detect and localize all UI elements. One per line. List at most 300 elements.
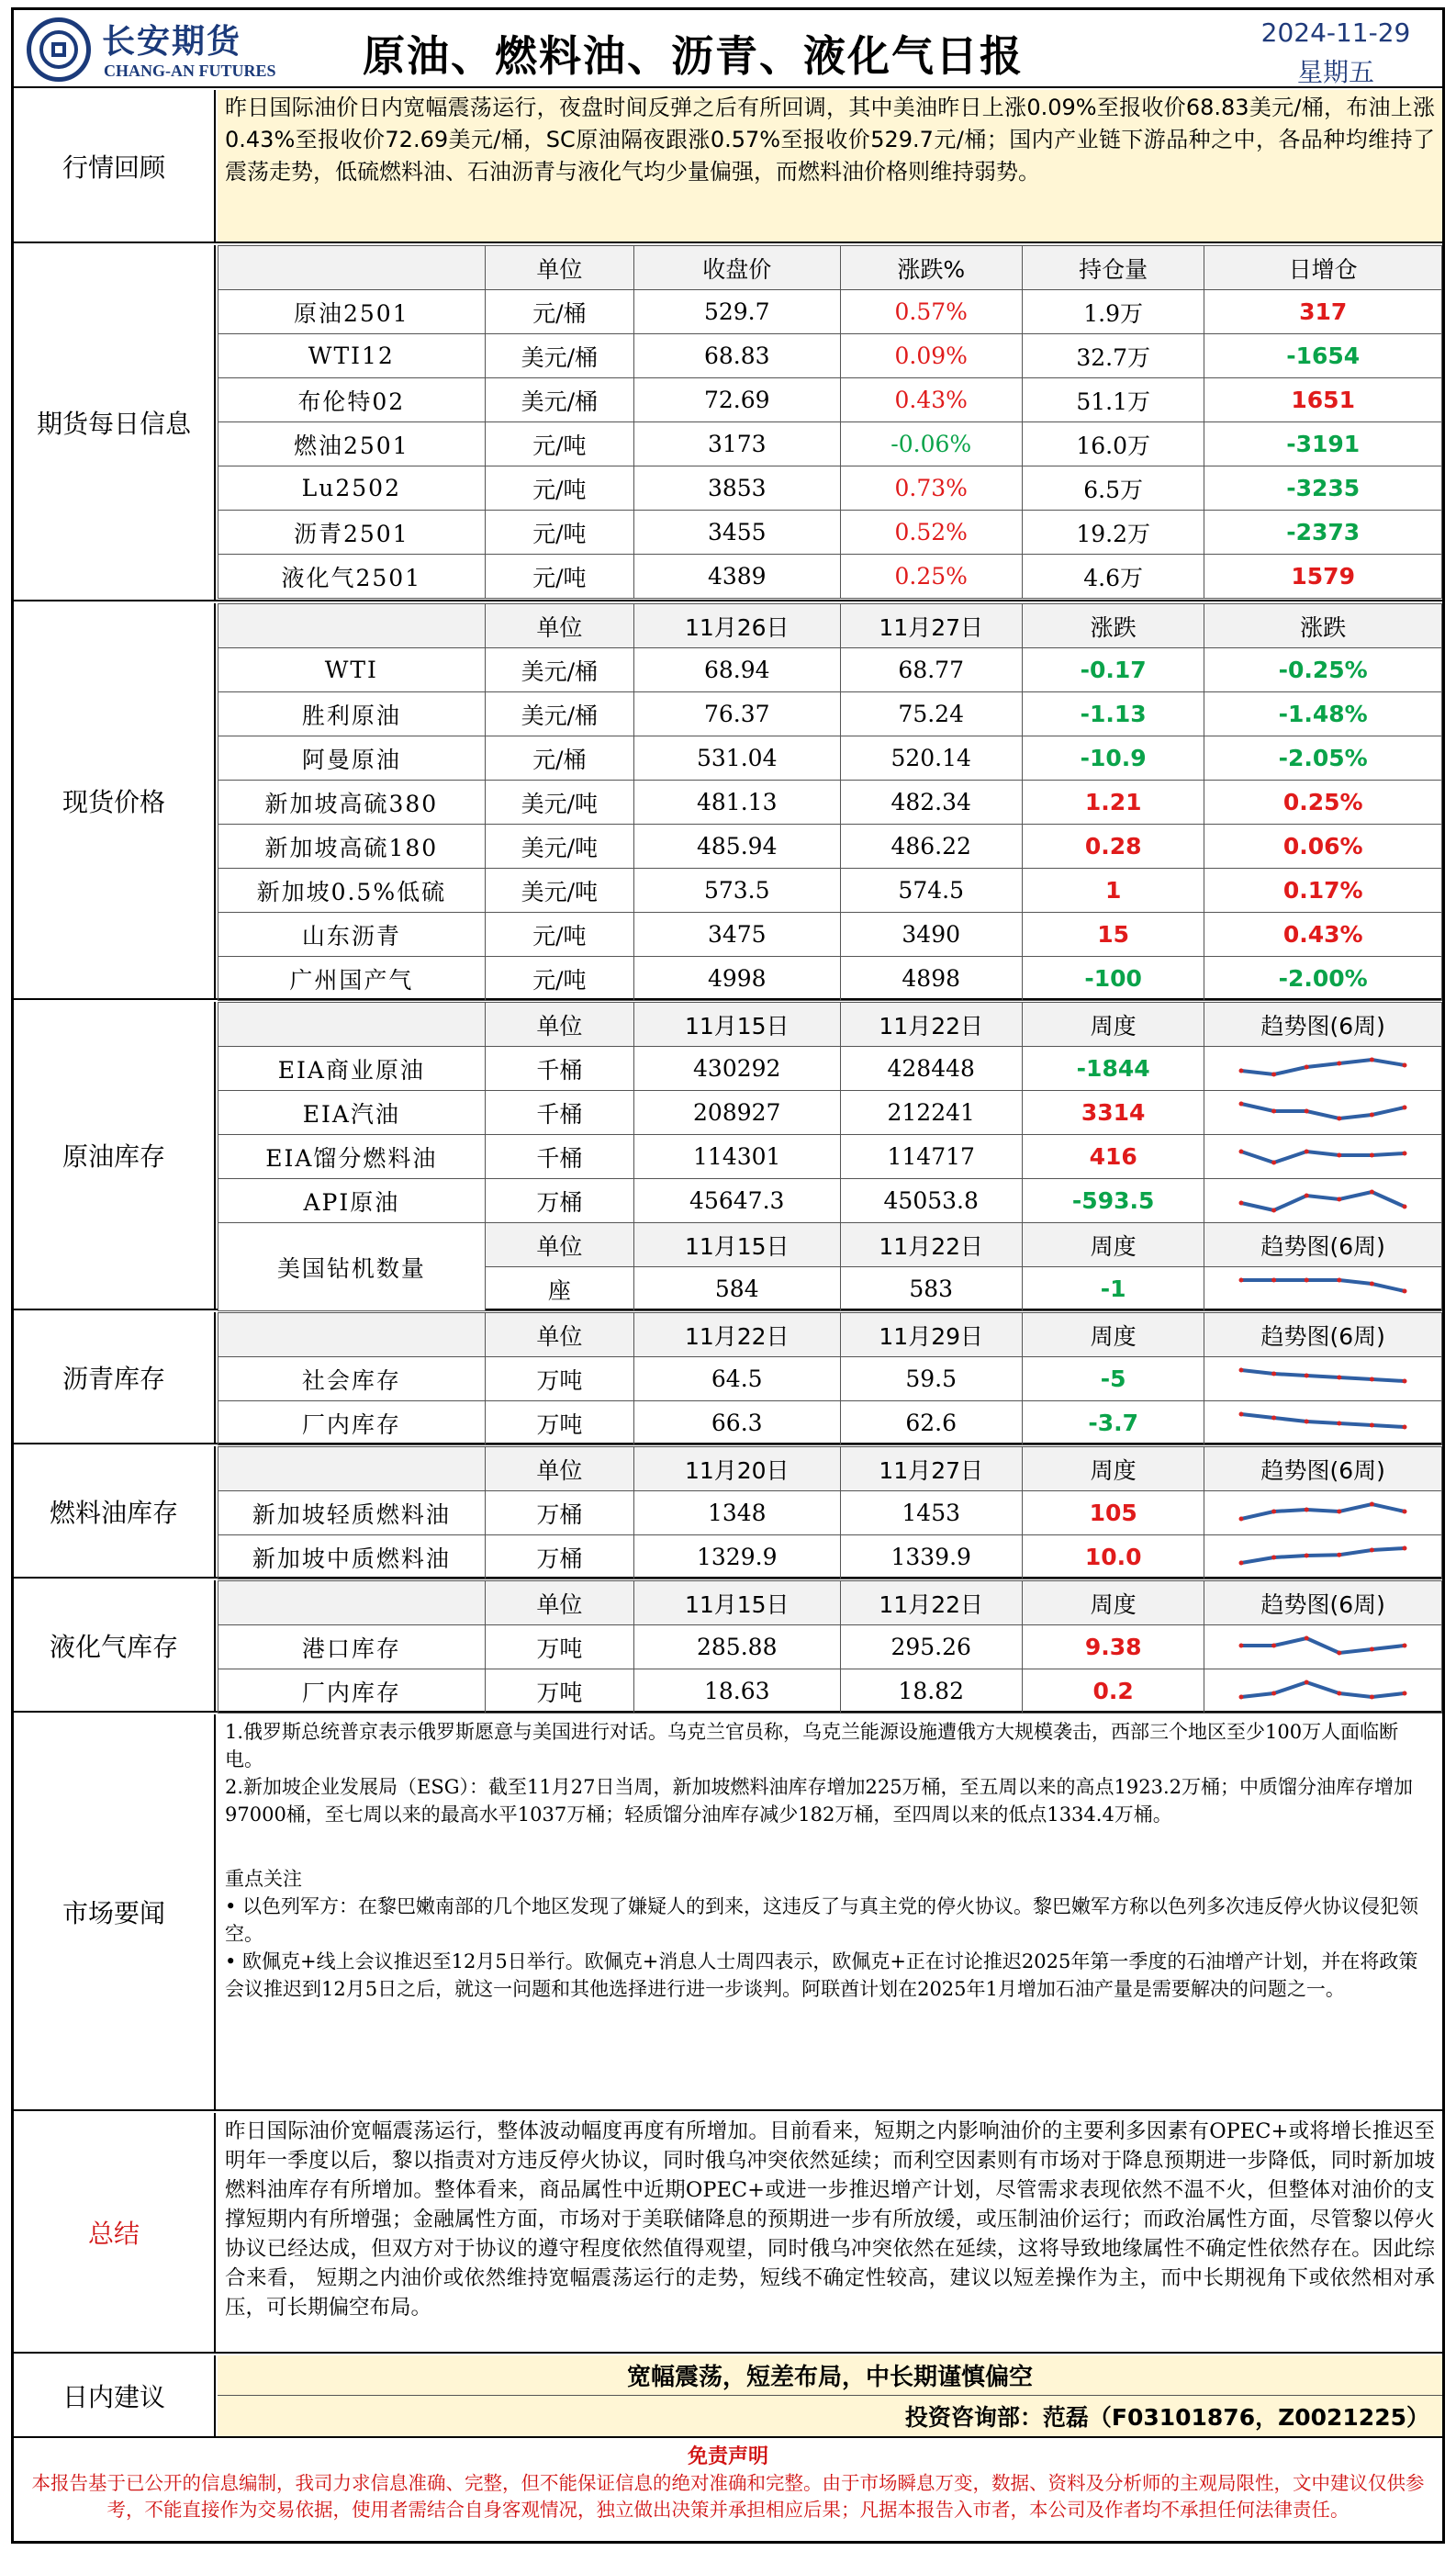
- unit: 万吨: [485, 1357, 633, 1401]
- price-day-1: 485.94: [634, 825, 841, 869]
- crude-inventory-label: 原油库存: [14, 1002, 216, 1309]
- trend-point: [1271, 1509, 1276, 1513]
- inventory-name: 社会库存: [218, 1357, 486, 1401]
- table-row: [218, 825, 1442, 869]
- column-header: 周度: [1022, 1313, 1204, 1357]
- daily-oi-change: 317: [1204, 290, 1442, 334]
- unit: 万吨: [485, 1401, 633, 1445]
- price-day-2: 520.14: [840, 736, 1022, 781]
- weekly-change: 0.2: [1022, 1669, 1204, 1714]
- change-percent: 0.52%: [840, 511, 1022, 555]
- trend-line: [1241, 1192, 1405, 1210]
- advice-label: 日内建议: [14, 2355, 216, 2436]
- market-news-section: [14, 1714, 1442, 2111]
- price-change: 15: [1022, 913, 1204, 957]
- column-header: 11月22日: [840, 1003, 1022, 1047]
- asphalt-inventory-label: 沥青库存: [14, 1312, 216, 1443]
- trend-point: [1305, 1277, 1309, 1282]
- inventory-name: EIA汽油: [218, 1091, 486, 1135]
- value-period-1: 584: [634, 1267, 841, 1311]
- unit: 元/吨: [485, 511, 633, 555]
- trend-point: [1337, 1116, 1341, 1120]
- rig-count-name: 美国钻机数量: [218, 1223, 486, 1311]
- trend-point: [1271, 1277, 1276, 1282]
- unit: 美元/桶: [485, 334, 633, 378]
- trend-sparkline: [1236, 1361, 1410, 1398]
- trend-point: [1305, 1419, 1309, 1423]
- daily-oi-change: -2373: [1204, 511, 1442, 555]
- trend-chart-cell: [1204, 1535, 1442, 1579]
- table-row: [218, 1047, 1442, 1091]
- price-change-percent: 0.06%: [1204, 825, 1442, 869]
- open-interest: 32.7万: [1022, 334, 1204, 378]
- trend-point: [1305, 1108, 1309, 1113]
- inventory-name: 厂内库存: [218, 1401, 486, 1445]
- trend-point: [1403, 1691, 1407, 1695]
- price-change-percent: -2.05%: [1204, 736, 1442, 781]
- trend-point: [1403, 1424, 1407, 1429]
- table-row: [218, 378, 1442, 422]
- trend-line: [1241, 1060, 1405, 1074]
- column-header: [218, 1003, 486, 1047]
- trend-point: [1337, 1061, 1341, 1065]
- trend-point: [1337, 1375, 1341, 1379]
- inventory-name: 新加坡轻质燃料油: [218, 1491, 486, 1535]
- table-row: [218, 466, 1442, 511]
- price-day-2: 574.5: [840, 869, 1022, 913]
- unit: 万吨: [485, 1625, 633, 1669]
- price-change: 0.28: [1022, 825, 1204, 869]
- lpg-inventory-table: [218, 1580, 1442, 1714]
- price-day-2: 68.77: [840, 648, 1022, 692]
- column-header: 持仓量: [1022, 246, 1204, 290]
- trend-point: [1239, 1643, 1244, 1647]
- weekly-change: -1844: [1022, 1047, 1204, 1091]
- table-row: [218, 1491, 1442, 1535]
- value-period-1: 208927: [634, 1091, 841, 1135]
- table-header-row: [218, 1447, 1442, 1491]
- trend-point: [1370, 1646, 1374, 1651]
- inventory-name: 新加坡中质燃料油: [218, 1535, 486, 1579]
- contract-name: WTI12: [218, 334, 486, 378]
- trend-line: [1241, 1280, 1405, 1291]
- trend-point: [1337, 1552, 1341, 1556]
- column-header: 趋势图(6周): [1204, 1003, 1442, 1047]
- column-header: 11月22日: [840, 1223, 1022, 1267]
- weekly-change: -593.5: [1022, 1179, 1204, 1223]
- unit: 美元/吨: [485, 869, 633, 913]
- contract-name: 沥青2501: [218, 511, 486, 555]
- close-price: 529.7: [634, 290, 841, 334]
- trend-chart-cell: [1204, 1669, 1442, 1714]
- trend-point: [1271, 1208, 1276, 1212]
- unit: 千桶: [485, 1135, 633, 1179]
- close-price: 3455: [634, 511, 841, 555]
- trend-point: [1370, 1112, 1374, 1117]
- trend-chart-cell: [1204, 1047, 1442, 1091]
- price-day-1: 531.04: [634, 736, 841, 781]
- column-header: 周度: [1022, 1581, 1204, 1625]
- futures-label: 期货每日信息: [14, 245, 216, 600]
- trend-point: [1305, 1193, 1309, 1197]
- column-header: 趋势图(6周): [1204, 1223, 1442, 1267]
- trend-point: [1403, 1062, 1407, 1067]
- fuel-inventory-label: 燃料油库存: [14, 1446, 216, 1577]
- price-day-1: 68.94: [634, 648, 841, 692]
- column-header: 11月22日: [840, 1581, 1022, 1625]
- column-header: 单位: [485, 246, 633, 290]
- spot-name: 新加坡高硫180: [218, 825, 486, 869]
- trend-point: [1239, 1200, 1244, 1205]
- table-row: [218, 1625, 1442, 1669]
- trend-point: [1271, 1643, 1276, 1647]
- unit: 元/吨: [485, 466, 633, 511]
- column-header: 单位: [485, 604, 633, 648]
- trend-point: [1403, 1509, 1407, 1513]
- open-interest: 4.6万: [1022, 555, 1204, 599]
- trend-sparkline: [1236, 1271, 1410, 1308]
- trend-point: [1337, 1277, 1341, 1282]
- daily-oi-change: 1579: [1204, 555, 1442, 599]
- disclaimer: [14, 2440, 1442, 2551]
- column-header: 11月15日: [634, 1003, 841, 1047]
- trend-point: [1403, 1204, 1407, 1208]
- value-period-2: 114717: [840, 1135, 1022, 1179]
- column-header: 周度: [1022, 1223, 1204, 1267]
- trend-chart-cell: [1204, 1625, 1442, 1669]
- inventory-name: 厂内库存: [218, 1669, 486, 1714]
- table-row: [218, 511, 1442, 555]
- column-header: 11月22日: [634, 1313, 841, 1357]
- value-period-1: 18.63: [634, 1669, 841, 1714]
- lpg-inventory-label: 液化气库存: [14, 1580, 216, 1711]
- open-interest: 16.0万: [1022, 422, 1204, 466]
- trend-point: [1271, 1072, 1276, 1076]
- trend-point: [1403, 1288, 1407, 1293]
- unit: 美元/桶: [485, 692, 633, 736]
- column-header: 收盘价: [634, 246, 841, 290]
- trend-point: [1239, 1516, 1244, 1521]
- value-period-2: 428448: [840, 1047, 1022, 1091]
- unit: 千桶: [485, 1047, 633, 1091]
- table-row: [218, 781, 1442, 825]
- value-period-1: 1348: [634, 1491, 841, 1535]
- trend-point: [1239, 1068, 1244, 1073]
- trend-point: [1403, 1151, 1407, 1155]
- column-header: 涨跌%: [840, 246, 1022, 290]
- table-header-row: [218, 1223, 1442, 1267]
- contract-name: 燃油2501: [218, 422, 486, 466]
- change-percent: 0.09%: [840, 334, 1022, 378]
- unit: 万桶: [485, 1491, 633, 1535]
- table-row: [218, 290, 1442, 334]
- logo-text-cn: 长安期货: [102, 23, 242, 61]
- asphalt-inventory-table: [218, 1312, 1442, 1445]
- unit: 美元/桶: [485, 648, 633, 692]
- trend-point: [1239, 1560, 1244, 1565]
- table-row: [218, 648, 1442, 692]
- column-header: 单位: [485, 1581, 633, 1625]
- report-header: [14, 10, 1442, 88]
- unit: 美元/桶: [485, 378, 633, 422]
- futures-section: [14, 245, 1442, 601]
- open-interest: 6.5万: [1022, 466, 1204, 511]
- table-row: [218, 334, 1442, 378]
- value-period-2: 45053.8: [840, 1179, 1022, 1223]
- market-review-text: 昨日国际油价日内宽幅震荡运行，夜盘时间反弹之后有所回调，其中美油昨日上涨0.09%至报收价68.83美元/桶，布油上涨0.43%至报收价72.69美元/桶，SC原油隔夜跟涨0.57%至报收价529.7元/桶；国内产业链下游品种之中，各品种均维持了震荡走势，低硫燃料油、石油沥青与液化气均少量偏强，而燃料油价格则维持弱势。: [225, 95, 1435, 185]
- trend-sparkline: [1236, 1051, 1410, 1087]
- price-day-2: 3490: [840, 913, 1022, 957]
- disclaimer-title: 免责声明: [687, 2444, 768, 2468]
- open-interest: 51.1万: [1022, 378, 1204, 422]
- trend-chart-cell: [1204, 1401, 1442, 1445]
- spot-name: 广州国产气: [218, 957, 486, 1001]
- price-change: 1.21: [1022, 781, 1204, 825]
- trend-chart-cell: [1204, 1267, 1442, 1311]
- trend-point: [1337, 1197, 1341, 1201]
- unit: 万桶: [485, 1535, 633, 1579]
- value-period-2: 295.26: [840, 1625, 1022, 1669]
- trend-point: [1271, 1108, 1276, 1113]
- column-header: 涨跌: [1204, 604, 1442, 648]
- table-header-row: [218, 1313, 1442, 1357]
- trend-point: [1370, 1377, 1374, 1381]
- column-header: 11月15日: [634, 1223, 841, 1267]
- market-news-label: 市场要闻: [14, 1714, 216, 2109]
- weekly-change: 10.0: [1022, 1535, 1204, 1579]
- trend-chart-cell: [1204, 1357, 1442, 1401]
- value-period-2: 18.82: [840, 1669, 1022, 1714]
- trend-point: [1271, 1371, 1276, 1376]
- value-period-2: 1339.9: [840, 1535, 1022, 1579]
- unit: 万桶: [485, 1179, 633, 1223]
- column-header: 11月27日: [840, 604, 1022, 648]
- trend-sparkline: [1236, 1629, 1410, 1666]
- futures-table: [218, 245, 1442, 599]
- trend-point: [1370, 1152, 1374, 1157]
- trend-point: [1239, 1411, 1244, 1416]
- trend-point: [1305, 1373, 1309, 1377]
- trend-point: [1403, 1545, 1407, 1550]
- close-price: 4389: [634, 555, 841, 599]
- table-row: [218, 1401, 1442, 1445]
- table-row: [218, 692, 1442, 736]
- trend-line: [1241, 1104, 1405, 1118]
- report-date: 2024-11-29: [1260, 17, 1411, 48]
- column-header: 单位: [485, 1003, 633, 1047]
- report-title: 原油、燃料油、沥青、液化气日报: [363, 31, 1024, 81]
- contract-name: 原油2501: [218, 290, 486, 334]
- table-header-row: [218, 1003, 1442, 1047]
- weekly-change: 9.38: [1022, 1625, 1204, 1669]
- table-row: [218, 1179, 1442, 1223]
- trend-point: [1370, 1422, 1374, 1427]
- advice-section: [14, 2355, 1442, 2438]
- open-interest: 1.9万: [1022, 290, 1204, 334]
- trend-line: [1241, 1682, 1405, 1697]
- trend-point: [1305, 1149, 1309, 1153]
- price-change: 1: [1022, 869, 1204, 913]
- trend-point: [1370, 1694, 1374, 1699]
- unit: 元/吨: [485, 422, 633, 466]
- summary-text: 昨日国际油价宽幅震荡运行，整体波动幅度再度有所增加。目前看来，短期之内影响油价的主要利多因素有OPEC+或将增长推迟至明年一季度以后，黎以指责对方违反停火协议，同时俄乌冲突依然延续；而利空因素则有市场对于降息预期进一步降低，同时新加坡燃料油库存有所增加。整体看来，商品属性中近期OPEC+或进一步推迟增产计划，尽管需求表现依然不温不火，但整体对油价的支撑短期内有所增强；金融属性方面，市场对于美联储降息的预期进一步有所放缓，或压制油价运行；而政治属性方面，尽管黎以停火协议已经达成，但双方对于协议的遵守程度依然值得观望，同时俄乌冲突依然在延续，这将导致地缘属性不确定性依然存在。因此综合来看， 短期之内油价或依然维持宽幅震荡运行的走势，短线不确定性较高，建议以短差操作为主，而中长期视角下或依然相对承压，可长期偏空布局。: [225, 2119, 1435, 2320]
- unit: 美元/吨: [485, 781, 633, 825]
- table-row: [218, 869, 1442, 913]
- column-header: 趋势图(6周): [1204, 1581, 1442, 1625]
- spot-name: WTI: [218, 648, 486, 692]
- trend-sparkline: [1236, 1183, 1410, 1219]
- unit: 美元/吨: [485, 825, 633, 869]
- contract-name: 布伦特02: [218, 378, 486, 422]
- table-row: [218, 957, 1442, 1001]
- price-day-2: 482.34: [840, 781, 1022, 825]
- advice-text: 宽幅震荡，短差布局，中长期谨慎偏空: [218, 2355, 1442, 2396]
- column-header: 11月26日: [634, 604, 841, 648]
- trend-point: [1305, 1507, 1309, 1511]
- table-row: [218, 913, 1442, 957]
- column-header: 趋势图(6周): [1204, 1313, 1442, 1357]
- value-period-2: 583: [840, 1267, 1022, 1311]
- price-change-percent: -2.00%: [1204, 957, 1442, 1001]
- contract-name: 液化气2501: [218, 555, 486, 599]
- trend-point: [1271, 1691, 1276, 1695]
- weekly-change: -3.7: [1022, 1401, 1204, 1445]
- table-row: [218, 555, 1442, 599]
- column-header: 涨跌: [1022, 604, 1204, 648]
- table-row: [218, 1357, 1442, 1401]
- market-review-section: [14, 90, 1442, 243]
- value-period-1: 64.5: [634, 1357, 841, 1401]
- column-header: [218, 246, 486, 290]
- trend-line: [1241, 1414, 1405, 1427]
- price-change-percent: -0.25%: [1204, 648, 1442, 692]
- weekly-change: 105: [1022, 1491, 1204, 1535]
- price-change-percent: 0.17%: [1204, 869, 1442, 913]
- lpg-inventory-section: [14, 1580, 1442, 1713]
- table-row: [218, 1669, 1442, 1714]
- table-header-row: [218, 246, 1442, 290]
- trend-point: [1337, 1152, 1341, 1157]
- unit: 座: [485, 1267, 633, 1311]
- price-change: -10.9: [1022, 736, 1204, 781]
- daily-oi-change: 1651: [1204, 378, 1442, 422]
- change-percent: 0.57%: [840, 290, 1022, 334]
- column-header: [218, 604, 486, 648]
- daily-oi-change: -3235: [1204, 466, 1442, 511]
- price-change: -100: [1022, 957, 1204, 1001]
- market-review-label: 行情回顾: [14, 90, 216, 242]
- change-percent: 0.25%: [840, 555, 1022, 599]
- logo-text-en: CHANG-AN FUTURES: [104, 62, 276, 80]
- summary-label: 总结: [14, 2113, 216, 2352]
- trend-point: [1305, 1064, 1309, 1069]
- trend-point: [1305, 1553, 1309, 1557]
- spot-name: 新加坡0.5%低硫: [218, 869, 486, 913]
- value-period-2: 1453: [840, 1491, 1022, 1535]
- price-change: -1.13: [1022, 692, 1204, 736]
- column-header: 单位: [485, 1313, 633, 1357]
- trend-sparkline: [1236, 1405, 1410, 1442]
- crude-inventory-table: [218, 1002, 1442, 1311]
- price-change: -0.17: [1022, 648, 1204, 692]
- daily-oi-change: -1654: [1204, 334, 1442, 378]
- spot-name: 胜利原油: [218, 692, 486, 736]
- open-interest: 19.2万: [1022, 511, 1204, 555]
- news-item-1: 1.俄罗斯总统普京表示俄罗斯愿意与美国进行对话。乌克兰官员称，乌克兰能源设施遭俄方大规模袭击，西部三个地区至少100万人面临断电。: [225, 1721, 1399, 1770]
- crude-inventory-section: [14, 1002, 1442, 1310]
- trend-point: [1337, 1509, 1341, 1513]
- trend-sparkline: [1236, 1539, 1410, 1576]
- trend-point: [1370, 1547, 1374, 1552]
- trend-line: [1241, 1152, 1405, 1163]
- change-percent: -0.06%: [840, 422, 1022, 466]
- price-change-percent: -1.48%: [1204, 692, 1442, 736]
- trend-sparkline: [1236, 1139, 1410, 1175]
- table-row: [218, 422, 1442, 466]
- trend-point: [1239, 1149, 1244, 1153]
- value-period-1: 430292: [634, 1047, 841, 1091]
- value-period-1: 1329.9: [634, 1535, 841, 1579]
- focus-item-1: • 以色列军方：在黎巴嫩南部的几个地区发现了嫌疑人的到来，这违反了与真主党的停火协议。黎巴嫩军方称以色列多次违反停火协议侵犯领空。: [225, 1895, 1419, 1945]
- trend-point: [1337, 1421, 1341, 1425]
- price-day-1: 481.13: [634, 781, 841, 825]
- column-header: 11月15日: [634, 1581, 841, 1625]
- unit: 千桶: [485, 1091, 633, 1135]
- unit: 元/桶: [485, 736, 633, 781]
- weekly-change: -5: [1022, 1357, 1204, 1401]
- unit: 元/吨: [485, 957, 633, 1001]
- unit: 万吨: [485, 1669, 633, 1714]
- trend-point: [1403, 1105, 1407, 1109]
- column-header: [218, 1313, 486, 1357]
- column-header: 单位: [485, 1447, 633, 1491]
- trend-point: [1370, 1281, 1374, 1286]
- weekly-change: -1: [1022, 1267, 1204, 1311]
- column-header: 11月20日: [634, 1447, 841, 1491]
- trend-sparkline: [1236, 1673, 1410, 1710]
- trend-chart-cell: [1204, 1091, 1442, 1135]
- trend-point: [1239, 1694, 1244, 1699]
- trend-point: [1403, 1643, 1407, 1647]
- value-period-1: 285.88: [634, 1625, 841, 1669]
- value-period-2: 62.6: [840, 1401, 1022, 1445]
- value-period-2: 212241: [840, 1091, 1022, 1135]
- chang-an-logo-icon: [27, 17, 91, 82]
- trend-point: [1370, 1057, 1374, 1062]
- trend-point: [1239, 1101, 1244, 1106]
- price-day-1: 573.5: [634, 869, 841, 913]
- spot-name: 新加坡高硫380: [218, 781, 486, 825]
- trend-point: [1403, 1378, 1407, 1383]
- report-weekday: 星期五: [1296, 57, 1374, 87]
- spot-section: [14, 603, 1442, 1000]
- column-header: 11月29日: [840, 1313, 1022, 1357]
- change-percent: 0.73%: [840, 466, 1022, 511]
- trend-point: [1370, 1189, 1374, 1194]
- close-price: 68.83: [634, 334, 841, 378]
- contract-name: Lu2502: [218, 466, 486, 511]
- table-row: [218, 1135, 1442, 1179]
- spot-name: 阿曼原油: [218, 736, 486, 781]
- price-change-percent: 0.25%: [1204, 781, 1442, 825]
- price-day-2: 75.24: [840, 692, 1022, 736]
- trend-sparkline: [1236, 1495, 1410, 1532]
- weekly-change: 3314: [1022, 1091, 1204, 1135]
- table-row: [218, 736, 1442, 781]
- price-day-1: 4998: [634, 957, 841, 1001]
- price-day-1: 3475: [634, 913, 841, 957]
- daily-oi-change: -3191: [1204, 422, 1442, 466]
